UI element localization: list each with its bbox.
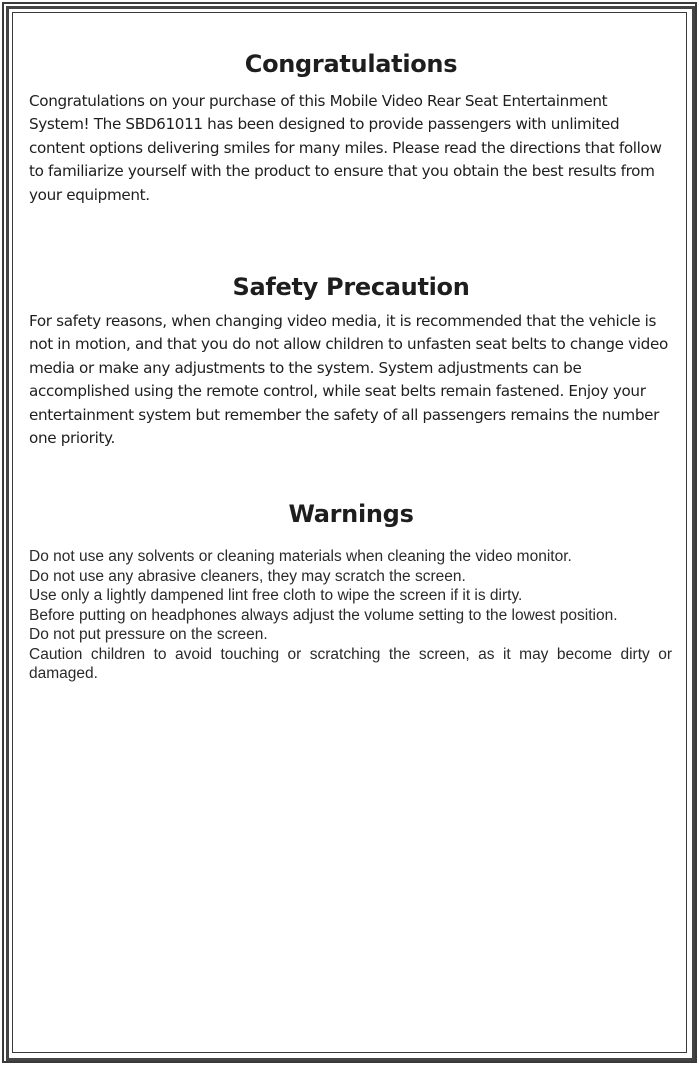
congratulations-paragraph: Congratulations on your purchase of this Mobile Video Rear Seat Entertainment System! The SBD61011 has been designed to provide passengers with unlimited content options delivering smiles for many miles. Please read the directions that follow to familiarize yourself with the product to ensure that you obtain the best results from your equipment. bbox=[29, 92, 662, 204]
warning-item: Before putting on headphones always adjust the volume setting to the lowest position. bbox=[29, 606, 618, 624]
safety-precaution-paragraph: For safety reasons, when changing video media, it is recommended that the vehicle is not in motion, and that you do not allow children to unfasten seat belts to change video media or make any adjustments to the system. System adjustments can be accomplished using the remote control, while seat belts remain fastened. Enjoy your entertainment system but remember the safety of all passengers remains the number one priority. bbox=[29, 312, 668, 448]
congratulations-heading: Congratulations bbox=[244, 50, 458, 78]
warning-item: Caution children to avoid touching or scratching the screen, as it may become dirty or damaged. bbox=[29, 645, 672, 682]
warning-item: Do not use any solvents or cleaning materials when cleaning the video monitor. bbox=[29, 548, 572, 565]
warning-item: Do not use any abrasive cleaners, they may scratch the screen. bbox=[29, 567, 466, 585]
warnings-heading: Warnings bbox=[288, 500, 414, 528]
warning-item: Use only a lightly dampened lint free cloth to wipe the screen if it is dirty. bbox=[29, 587, 523, 604]
warnings-list bbox=[29, 547, 672, 684]
warning-item: Do not put pressure on the screen. bbox=[29, 626, 268, 643]
safety-precaution-heading: Safety Precaution bbox=[232, 273, 470, 301]
